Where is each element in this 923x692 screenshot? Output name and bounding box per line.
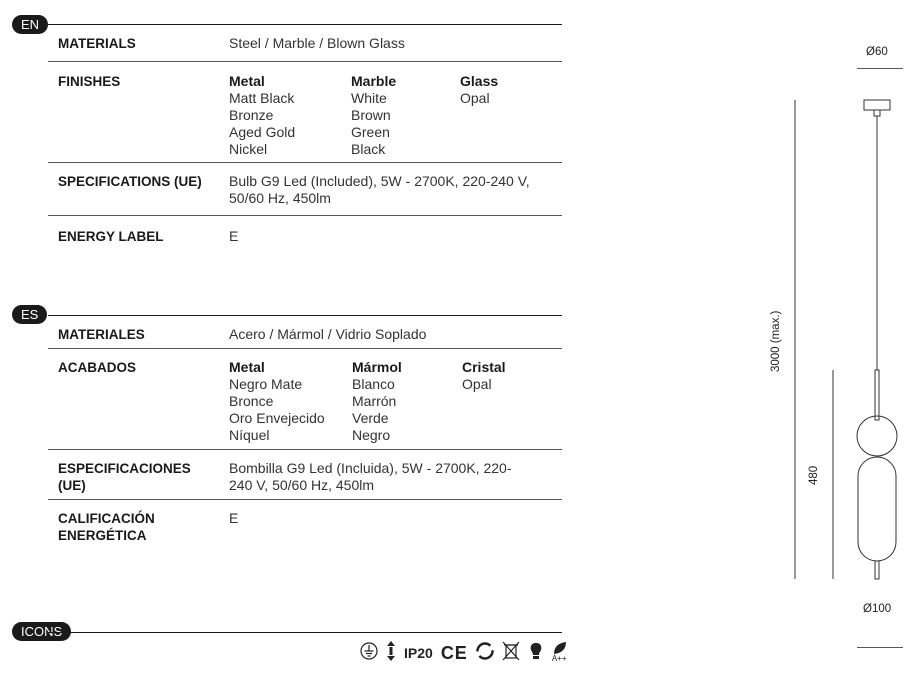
- finish-heading: Cristal: [462, 359, 506, 375]
- section-rule-icons: [48, 632, 562, 633]
- finish-item: Opal: [462, 376, 492, 392]
- especificaciones-label: [58, 460, 191, 494]
- energy-label: ENERGY LABEL: [58, 229, 164, 244]
- dimmable-icon: [386, 640, 396, 666]
- finish-item: Blanco: [352, 376, 395, 392]
- ip20-icon: IP20: [404, 645, 433, 661]
- row-divider: [48, 348, 562, 349]
- finish-heading: Glass: [460, 73, 499, 89]
- finish-heading: Metal: [229, 359, 265, 375]
- section-rule-es: [48, 315, 562, 316]
- section-tag-icons: ICONS: [12, 622, 71, 641]
- finishes-label: FINISHES: [58, 74, 121, 89]
- materials-label: MATERIALS: [58, 36, 136, 51]
- specs-line: Bulb G9 Led (Included), 5W - 2700K, 220-240 V,: [229, 173, 530, 189]
- section-tag-es: ES: [12, 305, 47, 324]
- earth-ground-icon: [360, 642, 378, 664]
- energy-leaf-icon: [552, 641, 570, 665]
- finish-heading: Marble: [351, 73, 397, 89]
- specs-label: SPECIFICATIONS (UE): [58, 174, 202, 189]
- finish-item: Brown: [351, 107, 391, 123]
- specs-line: 50/60 Hz, 450lm: [229, 190, 331, 206]
- materiales-value: Acero / Mármol / Vidrio Soplado: [229, 326, 427, 342]
- finish-item: Oro Envejecido: [229, 410, 325, 426]
- finish-item: Nickel: [229, 141, 268, 157]
- section-tag-en: EN: [12, 15, 48, 34]
- finish-column-metal-es: [229, 359, 325, 444]
- finish-item: Aged Gold: [229, 124, 296, 140]
- row-divider: [48, 215, 562, 216]
- body-height-label: 480: [808, 465, 820, 485]
- row-divider: [48, 449, 562, 450]
- materials-value: Steel / Marble / Blown Glass: [229, 35, 405, 51]
- finish-item: White: [351, 90, 387, 106]
- bottom-diameter-label: Ø100: [863, 603, 892, 615]
- specs-line: Bombilla G9 Led (Incluida), 5W - 2700K, 220-: [229, 460, 512, 476]
- top-diameter-label: Ø60: [866, 46, 888, 58]
- row-divider: [48, 499, 562, 500]
- label-line: ENERGÉTICA: [58, 528, 147, 543]
- finish-item: Black: [351, 141, 386, 157]
- finish-item: Bronze: [229, 107, 274, 123]
- finish-item: Bronce: [229, 393, 274, 409]
- finish-column-cristal: [462, 359, 506, 393]
- especificaciones-value: [229, 460, 511, 494]
- finish-heading: Metal: [229, 73, 265, 89]
- calificacion-value: E: [229, 510, 239, 526]
- row-divider: [48, 162, 562, 163]
- dimension-line: [857, 68, 903, 69]
- finish-item: Green: [351, 124, 390, 140]
- finish-item: Opal: [460, 90, 490, 106]
- row-divider: [48, 61, 562, 62]
- section-rule-en: [48, 24, 562, 25]
- specs-line: 240 V, 50/60 Hz, 450lm: [229, 477, 375, 493]
- finish-item: Marrón: [352, 393, 397, 409]
- dimension-line: [857, 647, 903, 648]
- acabados-label: ACABADOS: [58, 360, 137, 375]
- weee-bin-icon: [502, 641, 520, 665]
- finish-heading: Mármol: [352, 359, 402, 375]
- finish-item: Níquel: [229, 427, 270, 443]
- energy-value: E: [229, 228, 239, 244]
- finish-column-glass: [460, 73, 498, 107]
- finish-column-marmol: [352, 359, 402, 444]
- energy-class-label: A++: [551, 654, 567, 663]
- finish-item: Negro Mate: [229, 376, 303, 392]
- specs-value: [229, 173, 530, 207]
- led-bulb-icon: [528, 641, 544, 665]
- label-line: (UE): [58, 478, 86, 493]
- finish-column-marble: [351, 73, 396, 158]
- finish-column-metal: [229, 73, 295, 158]
- calificacion-label: [58, 510, 155, 544]
- pendant-lamp-drawing: [780, 90, 920, 590]
- finish-item: Matt Black: [229, 90, 295, 106]
- finish-item: Verde: [352, 410, 389, 426]
- finish-item: Negro: [352, 427, 391, 443]
- label-line: CALIFICACIÓN: [58, 511, 155, 526]
- recycling-icon: [476, 642, 494, 664]
- ce-mark-icon: CE: [440, 642, 468, 663]
- certification-icons: [360, 640, 570, 666]
- label-line: ESPECIFICACIONES: [58, 461, 191, 476]
- total-height-label: 3000 (max.): [770, 310, 782, 372]
- materiales-label: MATERIALES: [58, 327, 145, 342]
